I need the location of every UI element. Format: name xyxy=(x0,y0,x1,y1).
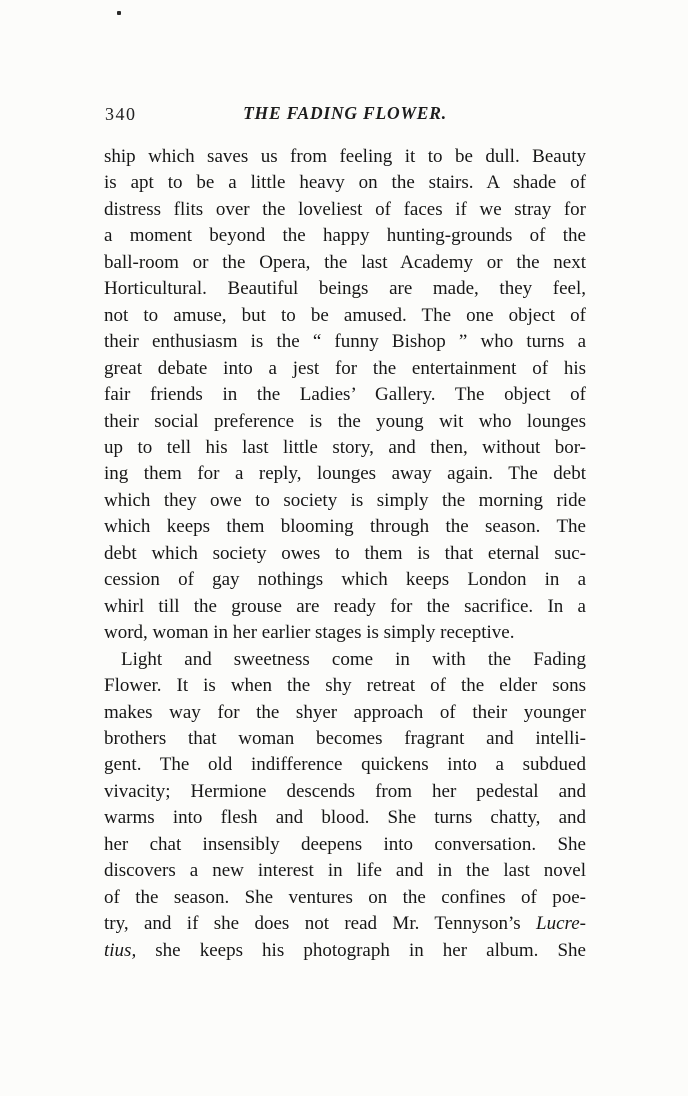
text-line xyxy=(104,567,586,593)
text-line xyxy=(104,673,586,699)
running-title: THE FADING FLOWER. xyxy=(243,103,447,123)
text-segment: which they owe to society is simply the morning ride xyxy=(104,489,586,511)
text-segment: brothers that woman becomes fragrant and intelli- xyxy=(104,727,586,749)
text-line xyxy=(104,541,586,567)
text-segment: warms into flesh and blood. She turns chatty, and xyxy=(104,807,586,829)
text-segment: their social preference is the young wit who lounges xyxy=(104,410,586,432)
text-line xyxy=(104,938,586,964)
text-segment: she keeps his photograph in her album. She xyxy=(136,939,586,961)
text-line xyxy=(104,858,586,884)
text-line xyxy=(104,382,586,408)
text-segment: great debate into a jest for the entertainment of his xyxy=(104,357,586,379)
text-line xyxy=(104,435,586,461)
text-line xyxy=(104,647,586,673)
text-line xyxy=(104,620,586,646)
italic-text-segment: Lucre- xyxy=(536,913,586,935)
text-line xyxy=(104,197,586,223)
text-block xyxy=(104,144,586,964)
text-segment: of the season. She ventures on the confines of poe- xyxy=(104,886,586,908)
text-line xyxy=(104,488,586,514)
text-line xyxy=(104,805,586,831)
text-segment: which keeps them blooming through the season. The xyxy=(104,516,586,538)
text-segment: not to amuse, but to be amused. The one object of xyxy=(104,304,586,326)
text-line xyxy=(104,409,586,435)
text-line xyxy=(104,356,586,382)
text-line xyxy=(104,700,586,726)
italic-text-segment: tius, xyxy=(104,939,137,961)
text-segment: distress flits over the loveliest of faces if we stray for xyxy=(104,198,586,220)
text-segment: fair friends in the Ladies’ Gallery. The object of xyxy=(104,384,586,406)
text-line xyxy=(104,144,586,170)
text-segment: word, woman in her earlier stages is simply receptive. xyxy=(104,622,515,644)
text-segment: ing them for a reply, lounges away again. The debt xyxy=(104,463,586,485)
text-line xyxy=(104,594,586,620)
text-line xyxy=(104,885,586,911)
text-segment: their enthusiasm is the “ funny Bishop ” who turns a xyxy=(104,331,586,353)
text-segment: vivacity; Hermione descends from her pedestal and xyxy=(104,780,586,802)
text-segment: makes way for the shyer approach of their younger xyxy=(104,701,586,723)
text-line xyxy=(104,170,586,196)
text-line xyxy=(104,276,586,302)
text-line xyxy=(104,303,586,329)
text-segment: discovers a new interest in life and in the last novel xyxy=(104,860,586,882)
text-line xyxy=(104,250,586,276)
text-segment: ship which saves us from feeling it to be dull. Beauty xyxy=(104,146,586,167)
text-line xyxy=(104,832,586,858)
text-segment: cession of gay nothings which keeps London in a xyxy=(104,569,586,591)
text-line xyxy=(104,514,586,540)
text-segment: her chat insensibly deepens into conversation. She xyxy=(104,833,586,855)
text-line xyxy=(104,223,586,249)
text-segment: ball-room or the Opera, the last Academy or the next xyxy=(104,251,586,273)
text-segment: try, and if she does not read Mr. Tennyson’s xyxy=(104,913,537,935)
text-segment: Flower. It is when the shy retreat of the elder sons xyxy=(104,675,586,697)
text-line xyxy=(104,726,586,752)
page-header xyxy=(104,103,586,127)
text-segment: Horticultural. Beautiful beings are made, they feel, xyxy=(104,278,586,300)
scan-artifact-speck xyxy=(117,11,121,15)
text-line xyxy=(104,779,586,805)
page-number: 340 xyxy=(105,104,137,124)
text-segment: gent. The old indifference quickens into a subdued xyxy=(104,754,586,776)
text-line xyxy=(104,752,586,778)
text-segment: is apt to be a little heavy on the stairs. A shade of xyxy=(104,172,586,194)
text-line xyxy=(104,911,586,937)
text-segment: up to tell his last little story, and then, without bor- xyxy=(104,436,586,458)
text-segment: whirl till the grouse are ready for the sacrifice. In a xyxy=(104,595,586,617)
text-segment: a moment beyond the happy hunting-grounds of the xyxy=(104,225,586,247)
text-line xyxy=(104,461,586,487)
text-line xyxy=(104,329,586,355)
text-segment: Light and sweetness come in with the Fading xyxy=(121,648,586,670)
text-segment: debt which society owes to them is that eternal suc- xyxy=(104,542,586,564)
